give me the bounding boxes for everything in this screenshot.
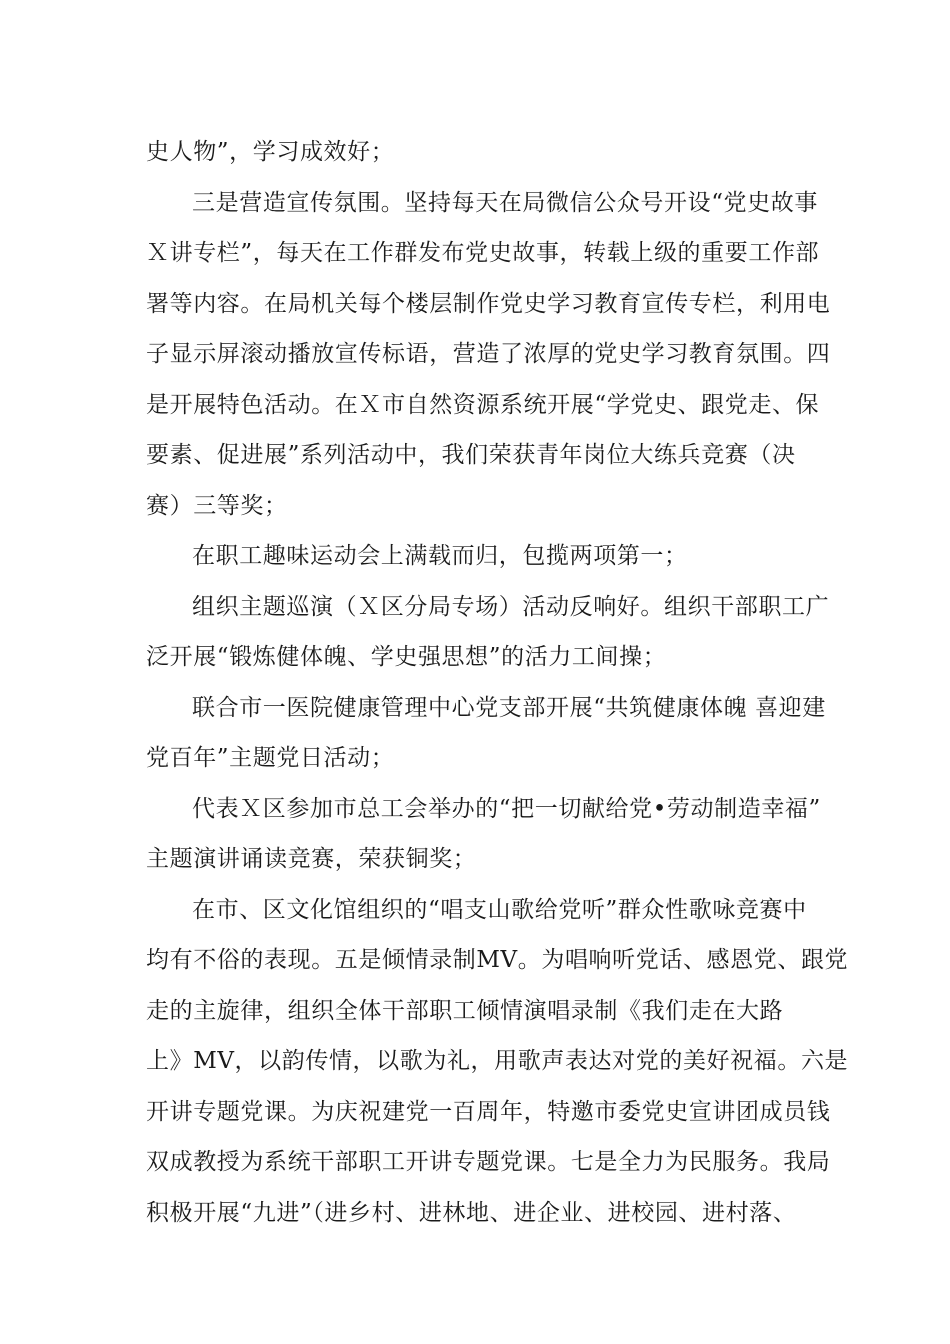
text-line: 上》MV，以韵传情，以歌为礼，用歌声表达对党的美好祝福。六是 xyxy=(146,1048,849,1074)
text-line: 走的主旋律，组织全体干部职工倾情演唱录制《我们走在大路 xyxy=(146,997,784,1024)
text-line: 代表Ｘ区参加市总工会举办的“把一切献给党•劳动制造幸福” xyxy=(192,795,821,822)
text-line: 开讲专题党课。为庆祝建党一百周年，特邀市委党史宣讲团成员钱 xyxy=(146,1098,831,1125)
text-line: 联合市一医院健康管理中心党支部开展“共筑健康体魄 喜迎建 xyxy=(192,694,826,721)
text-line: 均有不俗的表现。五是倾情录制MV。为唱响听党话、感恩党、跟党 xyxy=(146,947,849,973)
text-line: 要素、促进展”系列活动中，我们荣获青年岗位大练兵竞赛（决 xyxy=(146,442,796,468)
document-body xyxy=(146,127,849,1238)
text-line: 史人物”，学习成效好； xyxy=(146,139,395,165)
text-line: 在职工趣味运动会上满载而归，包揽两项第一； xyxy=(192,543,688,569)
text-line: 双成教授为系统干部职工开讲专题党课。七是全力为民服务。我局 xyxy=(146,1149,831,1175)
text-line: 主题演讲诵读竞赛，荣获铜奖； xyxy=(146,846,477,872)
text-line: 组织主题巡演（Ｘ区分局专场）活动反响好。组织干部职工广 xyxy=(192,593,830,620)
text-line: 三是营造宣传氛围。坚持每天在局微信公众号开设“党史故事 xyxy=(192,189,818,216)
text-line: 党百年”主题党日活动； xyxy=(146,745,395,771)
text-line: 是开展特色活动。在Ｘ市自然资源系统开展“学党史、跟党走、保 xyxy=(146,391,820,418)
text-line: 署等内容。在局机关每个楼层制作党史学习教育宣传专栏，利用电 xyxy=(146,290,831,317)
text-line: 在市、区文化馆组织的“唱支山歌给党听”群众性歌咏竞赛中 xyxy=(192,896,807,923)
text-line: 泛开展“锻炼健体魄、学史强思想”的活力工间操； xyxy=(146,644,667,670)
text-line: 赛）三等奖； xyxy=(146,492,288,519)
text-line: 子显示屏滚动播放宣传标语，营造了浓厚的党史学习教育氛围。四 xyxy=(146,341,831,367)
text-line: Ｘ讲专栏”，每天在工作群发布党史故事，转载上级的重要工作部 xyxy=(146,240,820,266)
text-line: 积极开展“九进”（进乡村、进林地、进企业、进校园、进村落、 xyxy=(146,1199,797,1226)
